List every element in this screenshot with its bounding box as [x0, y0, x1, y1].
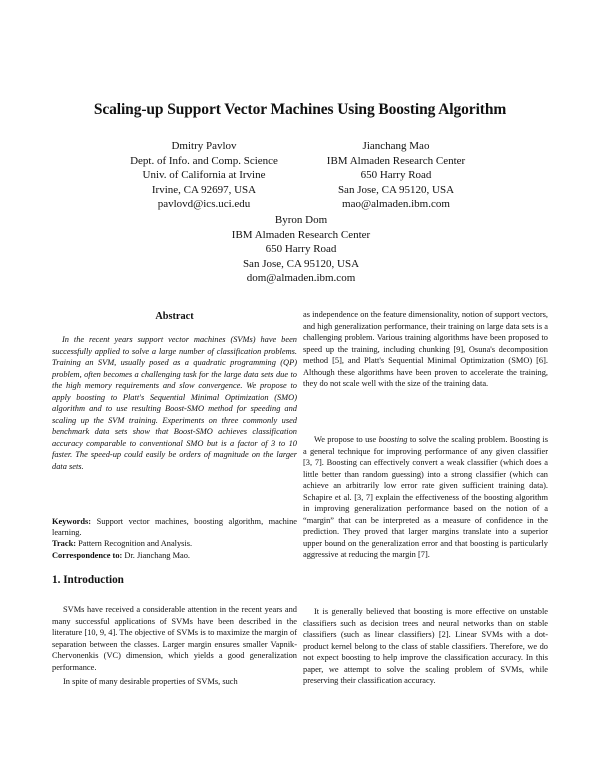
author-affiliation-line: 650 Harry Road — [360, 169, 432, 182]
author-name: Dmitry Pavlov — [171, 140, 237, 152]
right-column-paragraph-3 — [303, 606, 548, 687]
author-email: pavlovd@ics.uci.edu — [157, 198, 251, 211]
author-block-1 — [104, 139, 304, 212]
introduction-heading: 1. Introduction — [52, 574, 124, 586]
track-label: Track: — [52, 539, 77, 549]
paper-title: Scaling-up Support Vector Machines Using Boosting Algorithm — [93, 101, 507, 118]
author-affiliation-line: Irvine, CA 92697, USA — [151, 183, 257, 196]
boosting-emphasis: boosting — [378, 435, 408, 444]
author-affiliation-line: San Jose, CA 95120, USA — [337, 183, 455, 196]
author-affiliation-line: 650 Harry Road — [265, 243, 337, 256]
abstract-section — [52, 311, 297, 323]
right-paragraph-2-start: We propose to use — [314, 435, 379, 444]
keywords-line — [52, 516, 297, 538]
correspondence-value: Dr. Jianchang Mao. — [124, 550, 191, 560]
abstract-body-wrapper — [52, 334, 297, 473]
right-column-paragraph-2 — [303, 434, 548, 561]
keywords-block — [52, 516, 297, 561]
author-name: Byron Dom — [274, 214, 328, 226]
abstract-text: In the recent years support vector machines (SVMs) have been successfully applied to solve a large number of classification problems. Training an SVM, usually posed as a quadratic programming (QP) problem, often becomes a challenging task for the large data sets due to the high memory requirements and slow convergence. We propose to apply boosting to Platt's Sequential Minimal Optimization (SMO) algorithm and to use resulting Boost-SMO method for speeding and scaling up the SVM training. Experiments on three commonly used benchmark data sets show that Boost-SMO achieves classification accuracy comparable to conventional SMO but is a factor of 3 to 10 faster. The speed-up could easily be orders of magnitude on the larger data sets. — [52, 335, 297, 472]
right-paragraph-1: as independence on the feature dimensionality, notion of support vectors, and high generalization performance, their training on large data sets is a challenging problem. Various training algorithms have been proposed to speed up the training, including chunking [9], Osuna's decomposition method [5], and Platt's Sequential Minimal Optimization (SMO) [6]. Although these algorithms have been proven to accelerate the training, they do not scale well with the size of the training data. — [303, 310, 548, 389]
introduction-body — [52, 604, 297, 688]
right-paragraph-2-rest: to solve the scaling problem. Boosting is a general technique for improving performance of any given classifier [3, 7]. Boosting can effectively convert a weak classifier (which does a little better than random guessing) into a strong classifier (which can achieve an arbitrarily low error rate given sufficient training data). Schapire et al. [3, 7] explain the effectiveness of the boosting algorithm in improving generalization performance based on the notion of a “margin” that can be interpreted as a measure of confidence in the prediction. They proved that larger margins translate into a superior upper bound on the generalization error and that boosting is particularly aggressive at reducing the margin [7]. — [303, 435, 548, 560]
author-email: dom@almaden.ibm.com — [246, 272, 356, 285]
track-value: Pattern Recognition and Analysis. — [78, 539, 193, 549]
correspondence-label: Correspondence to: — [52, 550, 123, 560]
abstract-heading: Abstract — [155, 311, 194, 322]
author-block-3 — [186, 213, 416, 286]
author-email: mao@almaden.ibm.com — [342, 198, 450, 211]
track-line — [52, 538, 297, 549]
author-affiliation-line: Univ. of California at Irvine — [142, 169, 266, 182]
author-affiliation-line: Dept. of Info. and Comp. Science — [130, 154, 278, 167]
correspondence-line — [52, 550, 297, 561]
author-name: Jianchang Mao — [362, 140, 430, 152]
right-paragraph-2 — [303, 434, 548, 561]
right-paragraph-3: It is generally believed that boosting is more effective on unstable classifiers such as decision trees and neural networks than on stable classifiers (such as linear classifiers) [2]. Linear SVMs with a dot-product kernel belong to the class of stable classifiers. Therefore, we do not expect boosting to help improve the classification accuracy. In this paper, we attempt to solve the scaling problem of SVMs, while preserving their classification accuracy. — [303, 607, 548, 686]
keywords-value: Support vector machines, boosting algorithm, machine learning. — [52, 517, 298, 538]
author-affiliation-line: IBM Almaden Research Center — [326, 154, 466, 167]
right-column-paragraph-1 — [303, 309, 548, 390]
keywords-label: Keywords: — [52, 517, 92, 526]
author-affiliation-line: San Jose, CA 95120, USA — [242, 257, 360, 270]
introduction-paragraph-1: SVMs have received a considerable attention in the recent years and many successful applications of SVMs have been described in the literature [10, 9, 4]. The objective of SVMs is to maximize the margin of separation between the classes. Larger margin ensures smaller Vapnik-Chervonenkis (VC) dimension, which yields a good generalization performance. — [52, 605, 297, 672]
author-block-2 — [296, 139, 496, 212]
author-affiliation-line: IBM Almaden Research Center — [231, 228, 371, 241]
introduction-paragraph-2: In spite of many desirable properties of SVMs, such — [63, 677, 238, 687]
